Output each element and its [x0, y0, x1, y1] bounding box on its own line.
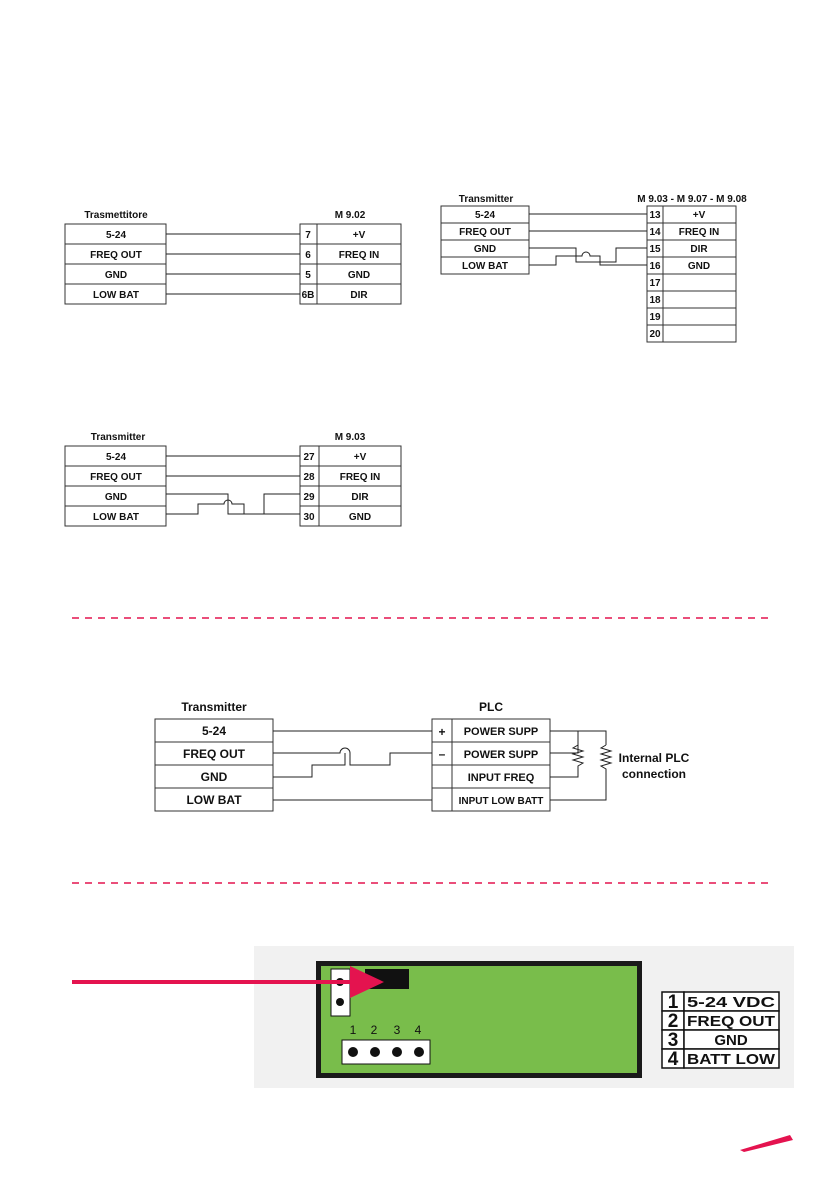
- board-terminal-pin: [392, 1047, 402, 1057]
- m903b-pin-label: 16: [649, 261, 661, 272]
- m902-right-label: GND: [347, 270, 371, 281]
- plc-wire: [273, 748, 432, 765]
- m903b-right-label: GND: [687, 261, 711, 272]
- m903b-left-label: 5-24: [474, 210, 496, 221]
- plc-right-label: INPUT FREQ: [467, 772, 535, 784]
- plc-internal-wire: [550, 740, 578, 753]
- plc-right-label: POWER SUPP: [463, 749, 539, 761]
- m903-left-title: Transmitter: [90, 432, 146, 443]
- pinout-label: FREQ OUT: [687, 1013, 775, 1030]
- diagram-plc: [155, 700, 690, 811]
- board-pin-number: 3: [393, 1023, 401, 1037]
- diagram-m902: [65, 210, 401, 304]
- m903b-pin-label: 14: [649, 227, 661, 238]
- m903b-pin-label: 17: [649, 278, 661, 289]
- board-pin-number: 4: [414, 1023, 422, 1037]
- board-jumper: [331, 969, 350, 1016]
- plc-left-label: LOW BAT: [186, 793, 242, 807]
- m903-right-label: DIR: [351, 492, 369, 503]
- m902-right-label: FREQ IN: [338, 250, 380, 261]
- m903b-right-cell: [663, 274, 736, 291]
- plc-sign-label: +: [438, 725, 446, 739]
- m903-pin-label: 29: [303, 492, 315, 503]
- board-terminal-pin: [348, 1047, 358, 1057]
- plc-right-label: INPUT LOW BATT: [458, 796, 544, 807]
- m902-right-label: +V: [352, 230, 366, 241]
- pinout-label: 5-24 VDC: [687, 994, 776, 1011]
- plc-resistor-1: [550, 740, 583, 777]
- plc-sign-cell: [432, 788, 452, 811]
- m903-pin-label: 30: [303, 512, 315, 523]
- plc-sign-cell: [432, 765, 452, 788]
- m903-left-label: GND: [104, 492, 128, 503]
- m903-right-label: FREQ IN: [339, 472, 381, 483]
- pinout-num: 3: [667, 1030, 679, 1051]
- m903b-left-label: GND: [473, 244, 497, 255]
- m903-right-title: M 9.03: [334, 432, 366, 443]
- m903b-pin-label: 19: [649, 312, 661, 323]
- board-jumper-pin: [336, 998, 344, 1006]
- pinout-table: [662, 992, 779, 1070]
- m902-right-title: M 9.02: [334, 210, 366, 221]
- m903b-right-cell: [663, 291, 736, 308]
- m902-pin-label: 6B: [301, 290, 315, 301]
- m902-left-label: LOW BAT: [93, 290, 139, 301]
- board-terminal-pin: [370, 1047, 380, 1057]
- m903b-wire: [529, 252, 647, 265]
- m903b-left-label: FREQ OUT: [459, 227, 511, 238]
- m903b-right-cell: [663, 325, 736, 342]
- m902-left-title: Trasmettitore: [84, 210, 148, 221]
- m902-left-label: FREQ OUT: [90, 250, 142, 261]
- m903b-left-label: LOW BAT: [462, 261, 508, 272]
- m903b-pin-label: 20: [649, 329, 661, 340]
- m902-pin-label: 7: [305, 230, 311, 241]
- plc-left-title: Transmitter: [181, 700, 247, 714]
- m903b-left-title: Transmitter: [458, 194, 514, 205]
- diagram-m903-907-908: [441, 194, 747, 342]
- m903-left-label: 5-24: [105, 452, 127, 463]
- plc-internal-label-line1: Internal PLC: [618, 751, 690, 765]
- pinout-num: 1: [667, 992, 679, 1013]
- m903b-pin-label: 13: [649, 210, 661, 221]
- pinout-num: 4: [667, 1049, 679, 1070]
- m903-right-label: GND: [348, 512, 372, 523]
- m903b-right-label: DIR: [690, 244, 708, 255]
- m903-left-label: LOW BAT: [93, 512, 139, 523]
- m903b-pin-label: 15: [649, 244, 661, 255]
- m903-wire: [166, 500, 300, 514]
- m903b-right-label: FREQ IN: [678, 227, 720, 238]
- pinout-label: BATT LOW: [687, 1051, 776, 1068]
- m902-pin-label: 6: [305, 250, 311, 261]
- m903-pin-label: 27: [303, 452, 315, 463]
- m902-pin-label: 5: [305, 270, 311, 281]
- m902-left-label: 5-24: [105, 230, 127, 241]
- board-pin-number: 1: [349, 1023, 357, 1037]
- m903b-right-label: +V: [692, 210, 706, 221]
- m903b-right-cell: [663, 308, 736, 325]
- m903b-right-title: M 9.03 - M 9.07 - M 9.08: [637, 194, 747, 205]
- board-pin-number: 2: [370, 1023, 378, 1037]
- plc-left-label: 5-24: [201, 724, 227, 738]
- board-terminal-pin: [414, 1047, 424, 1057]
- m903b-pin-label: 18: [649, 295, 661, 306]
- diagram-m903: [65, 432, 401, 526]
- m903b-wire: [529, 248, 647, 262]
- corner-decoration: [740, 1135, 793, 1152]
- m903-left-label: FREQ OUT: [90, 472, 142, 483]
- plc-right-label: POWER SUPP: [463, 726, 539, 738]
- pinout-label: GND: [714, 1032, 748, 1049]
- m903-pin-label: 28: [303, 472, 315, 483]
- plc-right-title: PLC: [479, 700, 503, 714]
- m902-right-label: DIR: [350, 290, 368, 301]
- pinout-num: 2: [667, 1011, 679, 1032]
- m902-left-label: GND: [104, 270, 128, 281]
- plc-left-label: FREQ OUT: [183, 747, 245, 761]
- plc-left-label: GND: [200, 770, 228, 784]
- plc-internal-label-line2: connection: [621, 767, 687, 781]
- m903-right-label: +V: [353, 452, 367, 463]
- plc-sign-label: –: [438, 747, 446, 761]
- plc-wire: [273, 753, 345, 777]
